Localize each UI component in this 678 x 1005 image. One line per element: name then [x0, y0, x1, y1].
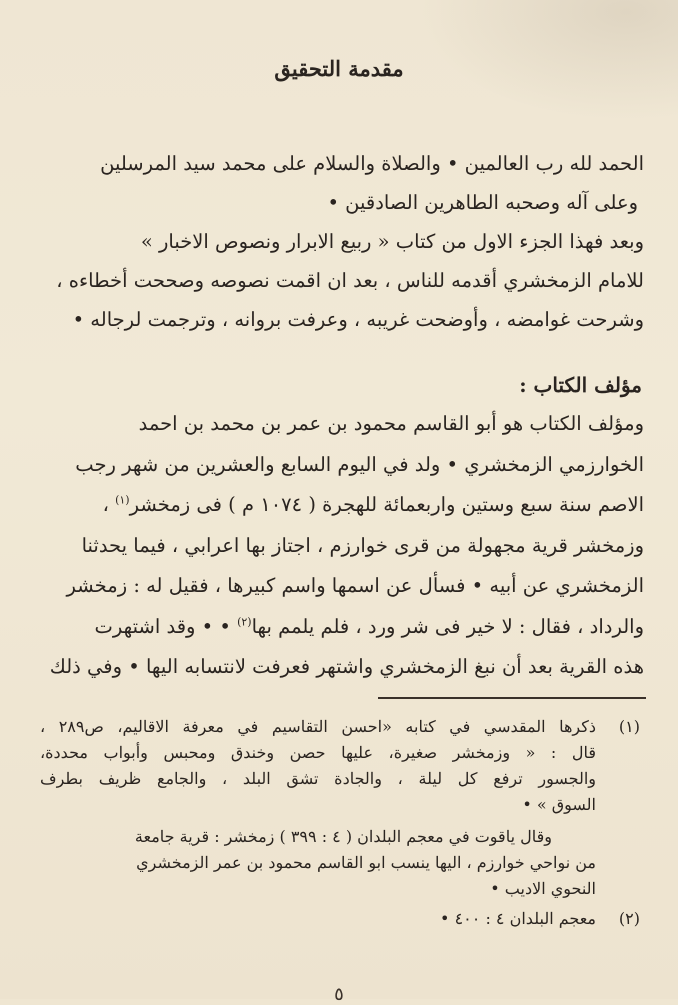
author-line	[34, 485, 644, 526]
author-line: ومؤلف الكتاب هو أبو القاسم محمود بن عمر بن محمد بن احمد	[138, 412, 644, 435]
intro-line: وعلى آله وصحبه الطاهرين الصادقين •	[327, 191, 638, 214]
section-heading: مؤلف الكتاب :	[519, 373, 642, 397]
footnote-line: من نواحي خوارزم ، اليها ينسب ابو القاسم محمود بن عمر الزمخشري	[136, 853, 596, 872]
author-line-text: الاصم سنة سبع وستين واربعمائة للهجرة ( ١٠٧٤ م ) فى زمخشر	[129, 493, 644, 516]
footnote-line: قال : « وزمخشر صغيرة، عليها حصن وخندق ومحبس وأبواب محددة،	[40, 743, 596, 762]
page-title: مقدمة التحقيق	[274, 56, 404, 81]
footnote-line: ذكرها المقدسي في كتابه «احسن التقاسيم في معرفة الاقاليم، ص٢٨٩ ،	[40, 717, 597, 736]
intro-line: الحمد لله رب العالمين • والصلاة والسلام على محمد سيد المرسلين	[100, 152, 644, 175]
author-line: وزمخشر قرية مجهولة من قرى خوارزم ، اجتاز بها اعرابي ، فيما يحدثنا	[81, 533, 644, 557]
intro-line: للامام الزمخشري أقدمه للناس ، بعد ان اقمت نصوصه وصححت أخطاءه ،	[56, 269, 644, 292]
author-line: الزمخشري عن أبيه • فسأل عن اسمها واسم كبيرها ، فقيل له : زمخشر	[66, 574, 644, 597]
footnote-divider	[378, 697, 646, 699]
footnote-line: معجم البلدان ٤ : ٤٠٠ •	[440, 909, 596, 928]
footnote-1-continuation	[40, 824, 596, 902]
intro-line: وبعد فهذا الجزء الاول من كتاب « ربيع الابرار ونصوص الاخبار »	[140, 230, 644, 253]
footnote-ref-1: (١)	[115, 493, 130, 507]
footnote-line: وقال ياقوت في معجم البلدان ( ٤ : ٣٩٩ ) زمخشر : قرية جامعة	[134, 827, 552, 846]
author-line-text: والرداد ، فقال : لا خير فى شر ورد ، فلم يلمم بها	[251, 614, 644, 638]
footnote-ref-2: (٢)	[237, 615, 252, 628]
footnote-line: السوق » •	[522, 795, 596, 814]
footnote-number: (٢)	[618, 909, 640, 928]
footnote-ref-2-trail: • • وقد اشتهرت	[94, 614, 231, 638]
author-line: هذه القرية بعد أن نبغ الزمخشري واشتهر فعرفت لانتسابه اليها • وفي ذلك	[49, 655, 644, 678]
page-number: ٥	[334, 984, 344, 1005]
intro-paragraph	[34, 144, 644, 339]
footnote-1	[40, 714, 640, 818]
intro-line: وشرحت غوامضه ، وأوضحت غريبه ، وعرفت بروانه ، وترجمت لرجاله •	[72, 308, 644, 331]
footnote-ref-1-trail: ،	[102, 493, 109, 516]
author-paragraph	[34, 404, 644, 688]
author-line: الخوارزمي الزمخشري • ولد في اليوم السابع والعشرين من شهر رجب	[75, 452, 644, 476]
footnote-2	[40, 906, 640, 932]
footnote-line: النحوي الاديب •	[490, 879, 596, 898]
footnote-number: (١)	[618, 717, 640, 736]
footnote-line: والجسور ترفع كل ليلة ، والجادة تشق البلد ، والجامع ظريف بطرف	[40, 769, 597, 788]
author-line	[34, 607, 644, 648]
